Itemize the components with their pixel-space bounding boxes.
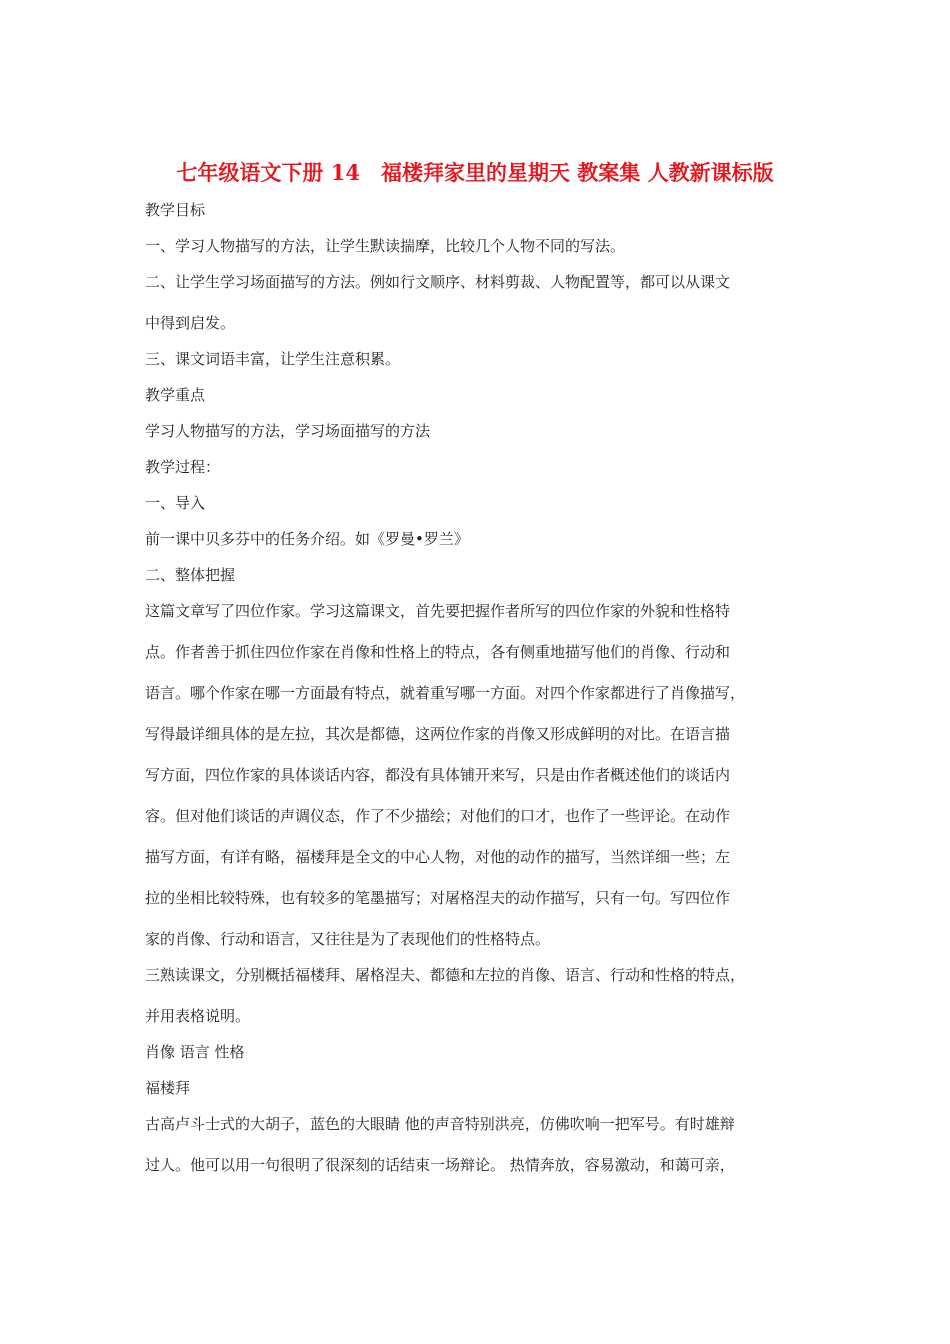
text-line: 一、导入 bbox=[145, 494, 206, 512]
text-line: 语言。哪个作家在哪一方面最有特点，就着重写哪一方面。对四个作家都进行了肖像描写， bbox=[145, 684, 746, 702]
text-line: 学习人物描写的方法，学习场面描写的方法 bbox=[145, 422, 431, 440]
text-line: 并用表格说明。 bbox=[145, 1007, 251, 1025]
text-line: 写方面，四位作家的具体谈话内容，都没有具体铺开来写，只是由作者概述他们的谈话内 bbox=[145, 766, 731, 784]
text-line: 这篇文章写了四位作家。学习这篇课文，首先要把握作者所写的四位作家的外貌和性格特 bbox=[145, 602, 731, 620]
text-line: 一、学习人物描写的方法，让学生默读揣摩，比较几个人物不同的写法。 bbox=[145, 237, 626, 255]
text-line: 教学过程： bbox=[145, 458, 221, 476]
text-line: 写得最详细具体的是左拉，其次是都德，这两位作家的肖像又形成鲜明的对比。在语言描 bbox=[145, 725, 731, 743]
text-line: 二、让学生学习场面描写的方法。例如行文顺序、材料剪裁、人物配置等，都可以从课文 bbox=[145, 273, 731, 291]
text-line: 家的肖像、行动和语言，又往往是为了表现他们的性格特点。 bbox=[145, 930, 551, 948]
text-line: 三熟读课文，分别概括福楼拜、屠格涅夫、都德和左拉的肖像、语言、行动和性格的特点， bbox=[145, 966, 746, 984]
text-line: 拉的坐相比较特殊，也有较多的笔墨描写；对屠格涅夫的动作描写，只有一句。写四位作 bbox=[145, 889, 731, 907]
text-line: 古高卢斗士式的大胡子，蓝色的大眼睛 他的声音特别洪亮，仿佛吹响一把军号。有时雄辩 bbox=[145, 1115, 735, 1133]
text-line: 肖像 语言 性格 bbox=[145, 1043, 245, 1061]
document-body bbox=[145, 198, 810, 1189]
text-line: 教学重点 bbox=[145, 386, 206, 404]
text-line: 过人。他可以用一句很明了很深刻的话结束一场辩论。 热情奔放，容易激动，和蔼可亲， bbox=[145, 1156, 735, 1174]
text-line: 中得到启发。 bbox=[145, 314, 236, 332]
text-line: 福楼拜 bbox=[145, 1079, 191, 1097]
text-line: 点。作者善于抓住四位作家在肖像和性格上的特点，各有侧重地描写他们的肖像、行动和 bbox=[145, 643, 731, 661]
text-line: 描写方面，有详有略，福楼拜是全文的中心人物，对他的动作的描写，当然详细一些；左 bbox=[145, 848, 731, 866]
text-line: 前一课中贝多芬中的任务介绍。如《罗曼•罗兰》 bbox=[145, 530, 469, 548]
text-line: 二、整体把握 bbox=[145, 566, 236, 584]
text-line: 容。但对他们谈话的声调仪态，作了不少描绘；对他们的口才，也作了一些评论。在动作 bbox=[145, 807, 731, 825]
text-line: 三、课文词语丰富，让学生注意积累。 bbox=[145, 350, 401, 368]
text-line: 教学目标 bbox=[145, 201, 206, 219]
document-title: 七年级语文下册 14 福楼拜家里的星期天 教案集 人教新课标版 bbox=[176, 160, 774, 185]
